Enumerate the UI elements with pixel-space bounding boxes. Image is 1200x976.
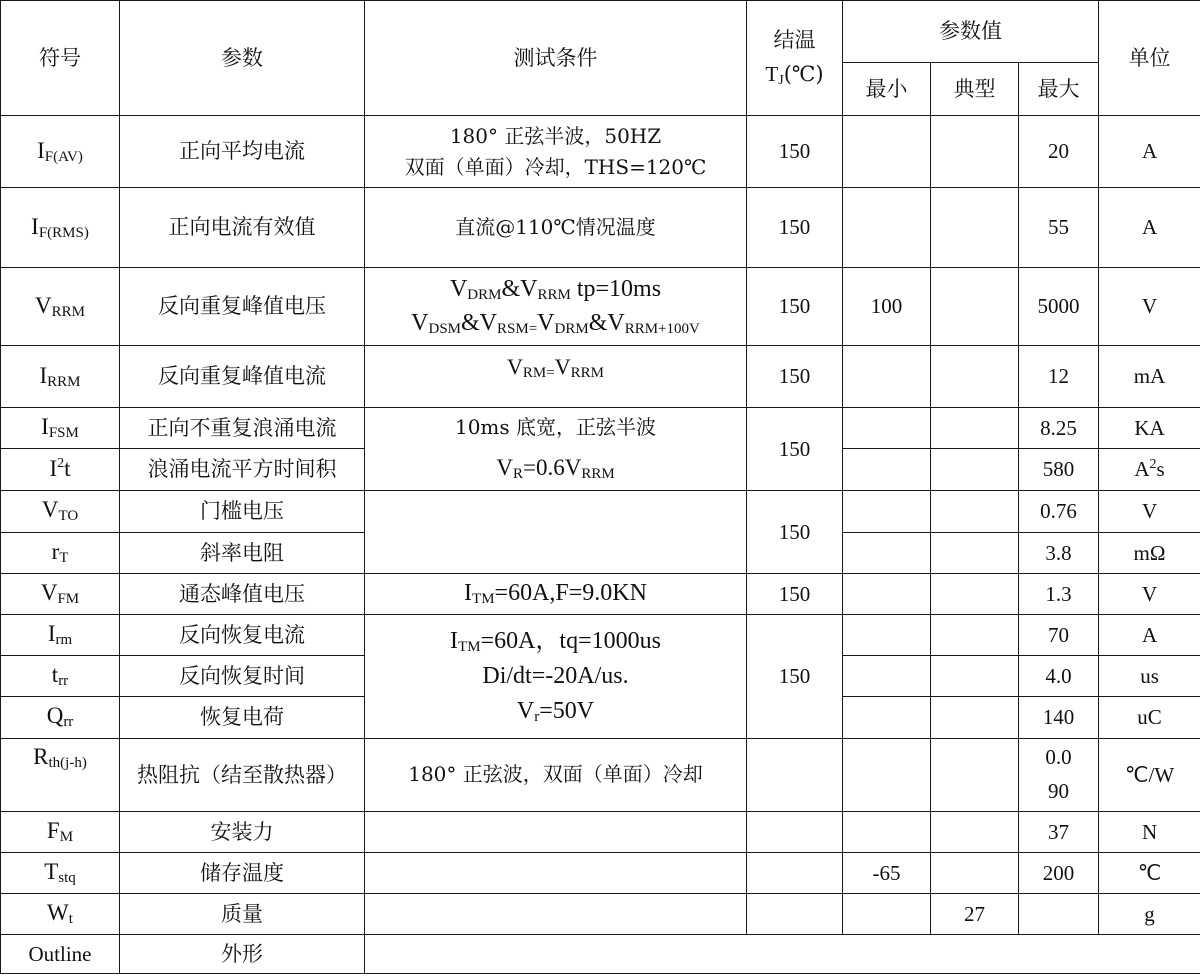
header-symbol: 符号 bbox=[1, 1, 120, 116]
table-row bbox=[1, 573, 1200, 614]
header-row bbox=[1, 1, 1200, 63]
symbol-cell bbox=[1, 490, 120, 532]
min-cell bbox=[843, 116, 931, 188]
parameter-cell: 安装力 bbox=[120, 811, 365, 852]
condition-cell: $I_{TM}=60A,F=9.0KN$ bbox=[365, 573, 747, 614]
condition-cell: 直流@110℃情况温度 bbox=[365, 188, 747, 268]
symbol-cell bbox=[1, 738, 120, 811]
typ-cell bbox=[931, 408, 1019, 449]
symbol-sub: FSM bbox=[48, 425, 79, 442]
parameter-cell: 正向平均电流 bbox=[120, 116, 365, 188]
table-row bbox=[1, 188, 1200, 268]
tj-cell: 150 bbox=[747, 188, 843, 268]
parameter-cell: 反向重复峰值电压 bbox=[120, 268, 365, 346]
unit-cell: A bbox=[1099, 614, 1200, 655]
unit-cell: uC bbox=[1099, 696, 1200, 738]
max-cell: 12 bbox=[1019, 346, 1099, 408]
symbol-sub: rm bbox=[55, 631, 73, 648]
max-cell: 5000 bbox=[1019, 268, 1099, 346]
max-cell: 4.0 bbox=[1019, 655, 1099, 696]
unit-cell: ℃/W bbox=[1099, 738, 1200, 811]
symbol: I bbox=[37, 137, 45, 163]
min-cell bbox=[843, 408, 931, 449]
max-cell bbox=[1019, 893, 1099, 934]
condition-line: $V_r=50V$ bbox=[516, 697, 595, 725]
typ-cell bbox=[931, 268, 1019, 346]
condition-cell bbox=[365, 268, 747, 346]
symbol-cell bbox=[1, 655, 120, 696]
tj-cell: 150 bbox=[747, 614, 843, 738]
table-row bbox=[1, 893, 1200, 934]
tj-cell: 150 bbox=[747, 490, 843, 573]
symbol-sub: F(RMS) bbox=[38, 224, 89, 241]
condition-cell bbox=[365, 408, 747, 491]
typ-cell bbox=[931, 532, 1019, 573]
symbol-cell bbox=[1, 811, 120, 852]
symbol-cell bbox=[1, 614, 120, 655]
condition-cell bbox=[365, 116, 747, 188]
typ-cell bbox=[931, 696, 1019, 738]
max-cell: 1.3 bbox=[1019, 573, 1099, 614]
condition-cell bbox=[365, 811, 747, 852]
condition-line: 双面（单面）冷却，THS=120℃ bbox=[404, 154, 707, 179]
typ-cell bbox=[931, 852, 1019, 893]
max-cell: 0.090 bbox=[1019, 738, 1099, 811]
symbol: R bbox=[33, 743, 49, 769]
condition-cell bbox=[365, 893, 747, 934]
condition-line: $V_R=0.6V_{RRM}$ bbox=[496, 455, 615, 482]
symbol: W bbox=[47, 899, 69, 925]
tj-cell: 150 bbox=[747, 408, 843, 491]
parameter-cell: 反向重复峰值电流 bbox=[120, 346, 365, 408]
header-tj-label: 结温 bbox=[773, 28, 816, 52]
min-cell bbox=[843, 346, 931, 408]
min-cell bbox=[843, 573, 931, 614]
unit-cell: V bbox=[1099, 268, 1200, 346]
outline-cell bbox=[365, 934, 1200, 973]
symbol-sub: RRM bbox=[47, 373, 81, 390]
symbol: Q bbox=[46, 703, 64, 729]
symbol: I bbox=[41, 414, 49, 440]
parameter-cell: 斜率电阻 bbox=[120, 532, 365, 573]
symbol-sub: rr bbox=[63, 714, 74, 731]
condition-cell: 180° 正弦波，双面（单面）冷却 bbox=[365, 738, 747, 811]
symbol-sub: stq bbox=[58, 869, 76, 886]
min-cell bbox=[843, 188, 931, 268]
max-cell: 3.8 bbox=[1019, 532, 1099, 573]
symbol-cell bbox=[1, 893, 120, 934]
unit-cell: us bbox=[1099, 655, 1200, 696]
symbol-sub: FM bbox=[57, 590, 80, 607]
tj-cell bbox=[747, 893, 843, 934]
table-row bbox=[1, 346, 1200, 408]
symbol: r bbox=[51, 538, 60, 564]
table-row bbox=[1, 738, 1200, 811]
symbol: V bbox=[41, 497, 59, 523]
symbol: I bbox=[47, 620, 56, 646]
header-tj-symbol: T bbox=[765, 61, 779, 86]
tj-cell: 150 bbox=[747, 116, 843, 188]
condition-cell bbox=[365, 490, 747, 573]
typ-cell bbox=[931, 655, 1019, 696]
symbol-sub: RRM bbox=[51, 303, 85, 320]
tj-cell bbox=[747, 811, 843, 852]
min-cell bbox=[843, 893, 931, 934]
condition-line: 180° 正弦半波，50HZ bbox=[449, 123, 662, 148]
table-row bbox=[1, 811, 1200, 852]
max-cell: 0.76 bbox=[1019, 490, 1099, 532]
max-cell: 55 bbox=[1019, 188, 1099, 268]
header-parameter: 参数 bbox=[120, 1, 365, 116]
min-cell bbox=[843, 449, 931, 490]
table-row bbox=[1, 268, 1200, 346]
unit-cell: mΩ bbox=[1099, 532, 1200, 573]
symbol-cell bbox=[1, 116, 120, 188]
unit-cell: ℃ bbox=[1099, 852, 1200, 893]
min-cell bbox=[843, 696, 931, 738]
min-cell bbox=[843, 614, 931, 655]
symbol-sub: F(AV) bbox=[44, 148, 83, 165]
min-cell bbox=[843, 811, 931, 852]
symbol: V bbox=[35, 292, 52, 318]
symbol-sub: th(j-h) bbox=[48, 754, 87, 771]
symbol-cell bbox=[1, 449, 120, 490]
typ-cell bbox=[931, 614, 1019, 655]
max-cell: 70 bbox=[1019, 614, 1099, 655]
unit-cell: KA bbox=[1099, 408, 1200, 449]
header-values: 参数值 bbox=[843, 1, 1099, 63]
header-unit: 单位 bbox=[1099, 1, 1200, 116]
parameter-cell: 正向不重复浪涌电流 bbox=[120, 408, 365, 449]
symbol-cell bbox=[1, 696, 120, 738]
typ-cell bbox=[931, 573, 1019, 614]
parameter-cell: 正向电流有效值 bbox=[120, 188, 365, 268]
symbol: I bbox=[49, 456, 58, 482]
max-cell: 8.25 bbox=[1019, 408, 1099, 449]
symbol-cell bbox=[1, 852, 120, 893]
tj-cell: 150 bbox=[747, 346, 843, 408]
typ-cell bbox=[931, 738, 1019, 811]
typ-cell bbox=[931, 116, 1019, 188]
unit-cell: g bbox=[1099, 893, 1200, 934]
tj-cell bbox=[747, 738, 843, 811]
parameter-cell: 门槛电压 bbox=[120, 490, 365, 532]
symbol-cell bbox=[1, 532, 120, 573]
max-cell: 580 bbox=[1019, 449, 1099, 490]
symbol: V bbox=[40, 579, 58, 605]
min-cell: 100 bbox=[843, 268, 931, 346]
parameter-cell: 反向恢复电流 bbox=[120, 614, 365, 655]
parameter-cell: 热阻抗（结至散热器） bbox=[120, 738, 365, 811]
min-cell bbox=[843, 490, 931, 532]
tj-cell: 150 bbox=[747, 268, 843, 346]
unit-cell: $A^2s$ bbox=[1099, 449, 1200, 490]
condition-line: $I_{TM}=60A$，tq=1000us bbox=[450, 627, 661, 655]
symbol: I bbox=[31, 213, 39, 239]
condition-line: $V_{DSM}\&V_{RSM=}V_{DRM}\&V_{RRM+100V}$ bbox=[411, 309, 700, 337]
condition-cell bbox=[365, 852, 747, 893]
parameter-cell: 储存温度 bbox=[120, 852, 365, 893]
typ-cell bbox=[931, 449, 1019, 490]
symbol-cell bbox=[1, 408, 120, 449]
typ-cell bbox=[931, 346, 1019, 408]
symbol-cell: Outline bbox=[1, 934, 120, 973]
unit-cell: mA bbox=[1099, 346, 1200, 408]
header-typ: 典型 bbox=[931, 63, 1019, 116]
table-row bbox=[1, 116, 1200, 188]
symbol-cell bbox=[1, 268, 120, 346]
tj-cell bbox=[747, 852, 843, 893]
max-cell: 20 bbox=[1019, 116, 1099, 188]
parameter-cell: 质量 bbox=[120, 893, 365, 934]
unit-cell: N bbox=[1099, 811, 1200, 852]
symbol-sub: M bbox=[59, 828, 74, 845]
header-junction-temp bbox=[747, 1, 843, 116]
min-cell: -65 bbox=[843, 852, 931, 893]
condition-cell: $V_{RM=}V_{RRM}$ bbox=[365, 346, 747, 408]
max-cell: 200 bbox=[1019, 852, 1099, 893]
max-cell: 140 bbox=[1019, 696, 1099, 738]
table-row bbox=[1, 490, 1200, 532]
header-tj-unit: (℃) bbox=[783, 61, 824, 86]
parameter-cell: 浪涌电流平方时间积 bbox=[120, 449, 365, 490]
symbol: t bbox=[51, 661, 59, 687]
table-row bbox=[1, 852, 1200, 893]
symbol-cell bbox=[1, 573, 120, 614]
typ-cell bbox=[931, 188, 1019, 268]
symbol: T bbox=[44, 858, 59, 884]
symbol-cell bbox=[1, 346, 120, 408]
max-cell: 37 bbox=[1019, 811, 1099, 852]
symbol-sub: t bbox=[68, 910, 73, 927]
typ-cell bbox=[931, 490, 1019, 532]
symbol-sub: T bbox=[59, 549, 69, 566]
header-test-condition: 测试条件 bbox=[365, 1, 747, 116]
table-row bbox=[1, 934, 1200, 973]
min-cell bbox=[843, 738, 931, 811]
tj-cell: 150 bbox=[747, 573, 843, 614]
condition-line: 10ms 底宽，正弦半波 bbox=[454, 415, 657, 439]
unit-cell: V bbox=[1099, 573, 1200, 614]
unit-cell: A bbox=[1099, 188, 1200, 268]
symbol-sub: TO bbox=[58, 508, 79, 525]
symbol-tail: t bbox=[64, 456, 71, 482]
unit-cell: V bbox=[1099, 490, 1200, 532]
condition-line: $V_{DRM}\&V_{RRM}$ tp=10ms bbox=[449, 276, 662, 304]
symbol-cell bbox=[1, 188, 120, 268]
typ-cell bbox=[931, 811, 1019, 852]
symbol: F bbox=[46, 817, 60, 843]
header-max: 最大 bbox=[1019, 63, 1099, 116]
header-min: 最小 bbox=[843, 63, 931, 116]
condition-line: Di/dt=-20A/us. bbox=[482, 662, 629, 689]
parameter-cell: 外形 bbox=[120, 934, 365, 973]
table-row bbox=[1, 614, 1200, 655]
symbol: I bbox=[39, 362, 48, 388]
table-row bbox=[1, 408, 1200, 449]
unit-cell: A bbox=[1099, 116, 1200, 188]
typ-cell: 27 bbox=[931, 893, 1019, 934]
min-cell bbox=[843, 532, 931, 573]
symbol-sup: 2 bbox=[57, 456, 65, 472]
parameter-cell: 通态峰值电压 bbox=[120, 573, 365, 614]
condition-cell bbox=[365, 614, 747, 738]
header-tj-sub: J bbox=[778, 72, 784, 88]
parameter-cell: 恢复电荷 bbox=[120, 696, 365, 738]
min-cell bbox=[843, 655, 931, 696]
parameter-cell: 反向恢复时间 bbox=[120, 655, 365, 696]
symbol-sub: rr bbox=[58, 672, 69, 689]
